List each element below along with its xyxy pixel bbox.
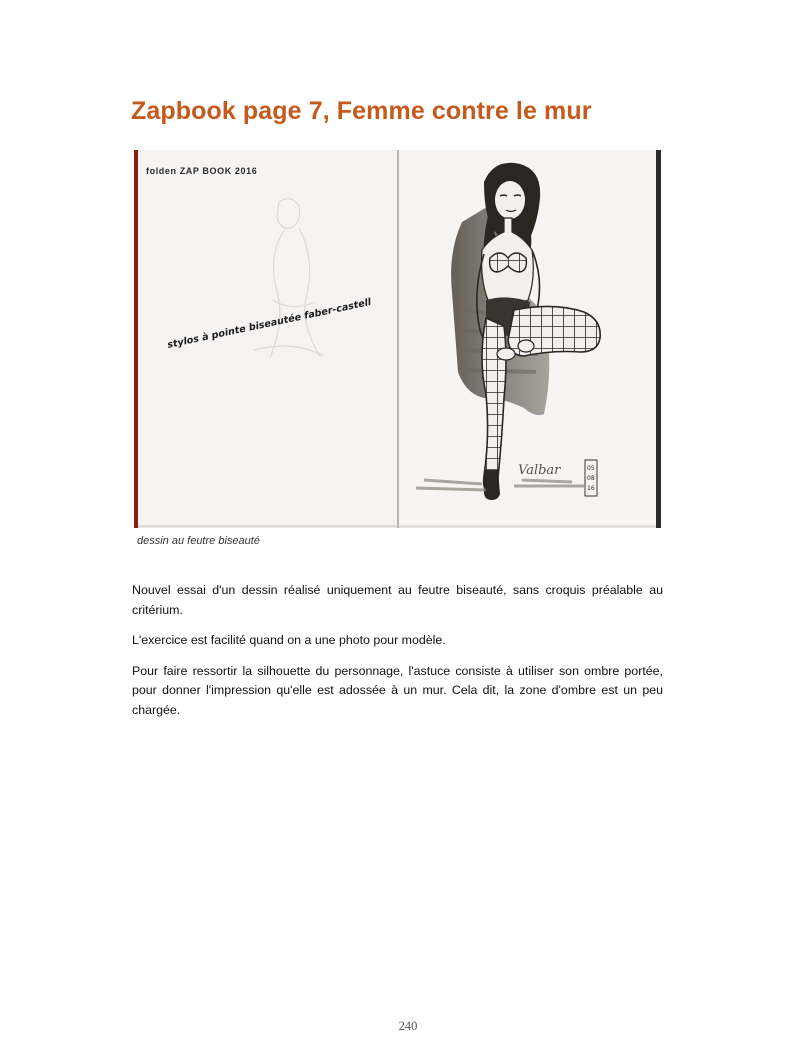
date-stamp-year: 16 [587,485,595,492]
date-stamp-day: 05 [587,465,595,472]
page-title: Zapbook page 7, Femme contre le mur [131,97,592,125]
page-number: 240 [398,1019,418,1033]
figure-caption: dessin au feutre biseauté [137,535,260,547]
body-text [132,581,663,731]
sketchbook-header: folden ZAP BOOK 2016 [146,166,258,176]
paragraph-3: Pour faire ressortir la silhouette du personnage, l'astuce consiste à utiliser son ombre portée, pour donner l'impression qu'elle est adossée à un mur. Cela dit, la zone d'ombre est un peu chargée. [132,663,663,717]
sketchbook-photo [134,150,661,528]
paragraph-1: Nouvel essai d'un dessin réalisé uniquement au feutre biseauté, sans croquis préalable au critérium. [132,583,663,617]
binding-edge [134,150,138,528]
handwritten-note: stylos à pointe biseautée faber-castell [166,296,373,351]
photo-edge [656,150,661,528]
date-stamp-month: 08 [587,475,595,482]
sketchbook-illustration [134,150,661,528]
artist-signature: Valbar [518,463,561,478]
paragraph-2: L'exercice est facilité quand on a une photo pour modèle. [132,633,446,647]
